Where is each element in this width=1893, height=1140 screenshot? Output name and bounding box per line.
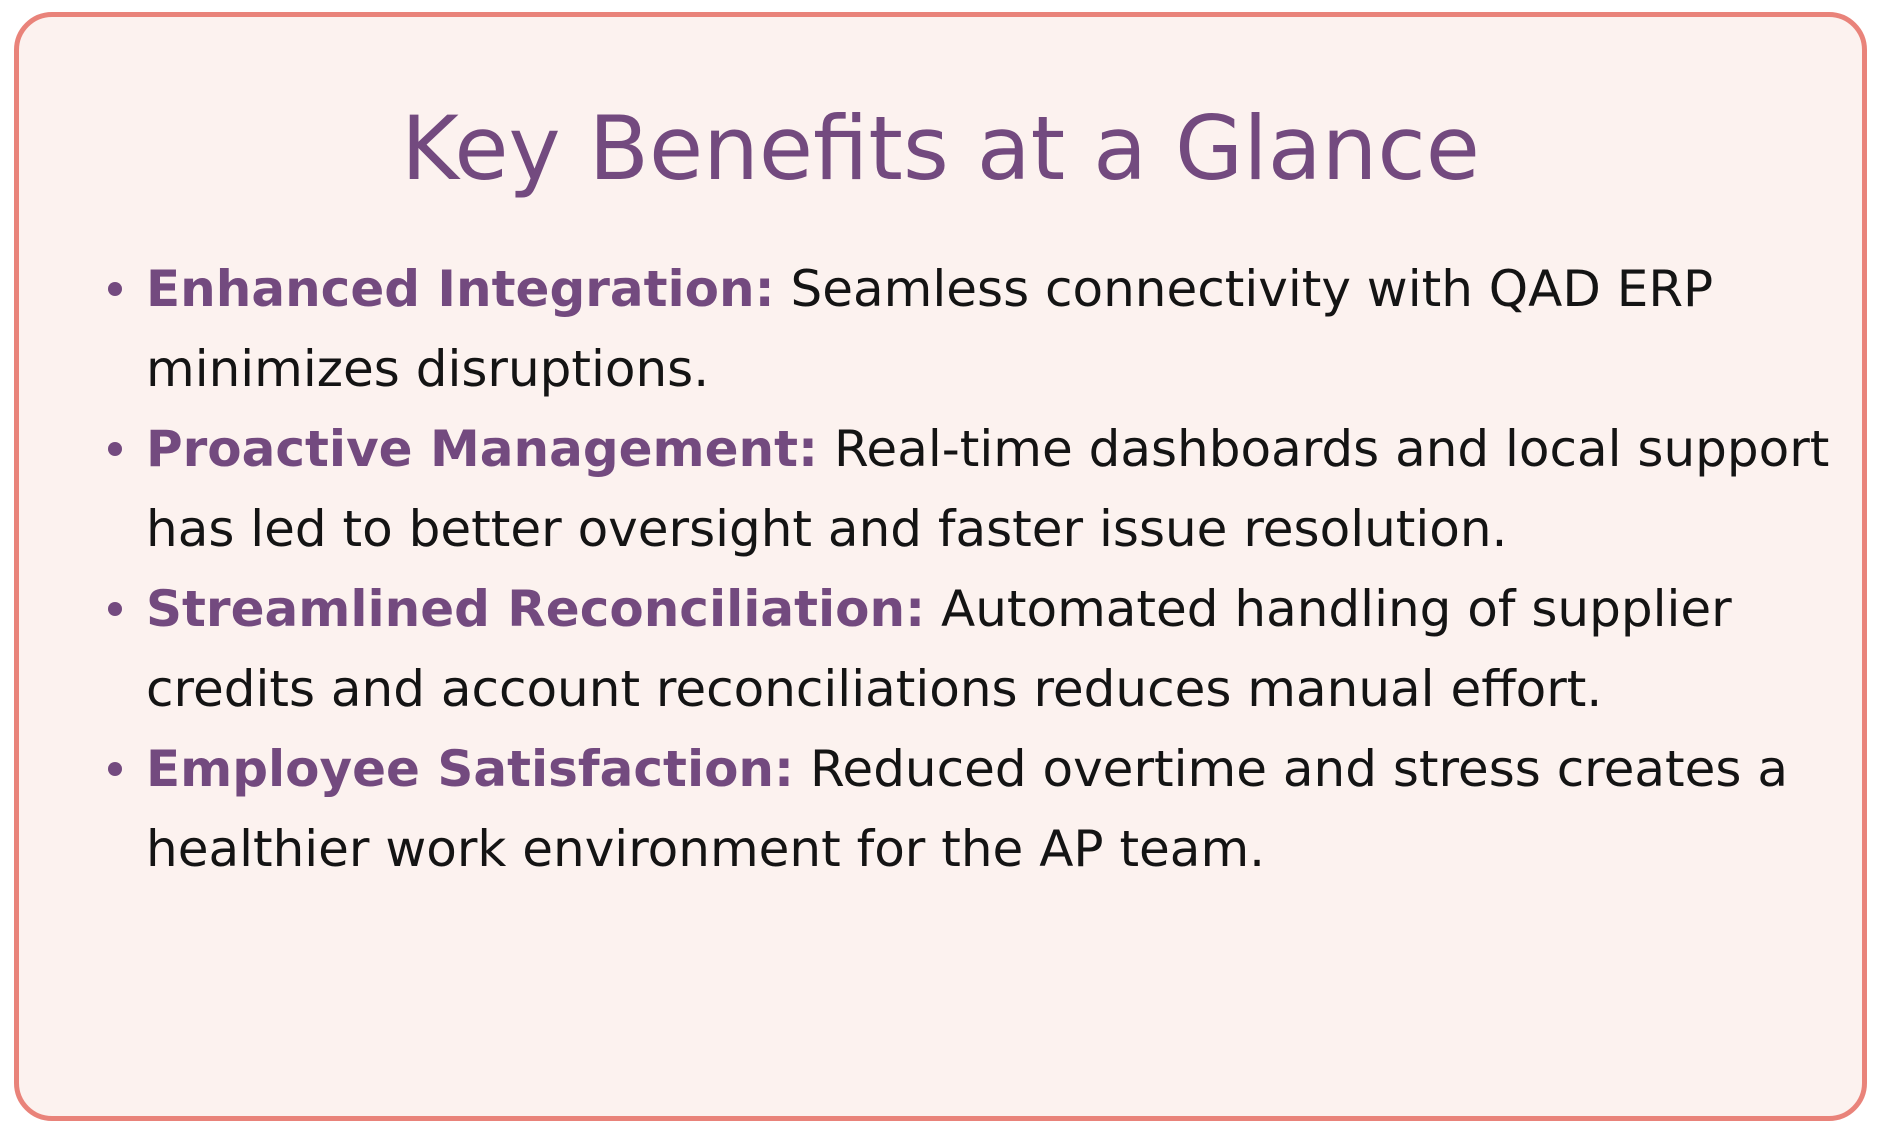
benefit-item-reconciliation [146,569,1856,729]
benefit-description: Seamless connectivity with QAD ERP minimizes disruptions. [146,260,1714,398]
benefits-list [146,249,1856,889]
benefit-term: Enhanced Integration: [146,260,775,318]
bullet-icon [108,602,122,616]
benefit-term: Employee Satisfaction: [146,740,795,798]
benefit-item-integration [146,249,1856,409]
benefit-item-satisfaction [146,729,1856,889]
bullet-icon [108,442,122,456]
bullet-icon [108,762,122,776]
benefit-term: Proactive Management: [146,420,819,478]
benefit-term: Streamlined Reconciliation: [146,580,926,638]
bullet-icon [108,282,122,296]
page-title: Key Benefits at a Glance [401,97,1480,200]
benefits-card [14,12,1867,1121]
benefit-item-management [146,409,1856,569]
benefit-description: Reduced overtime and stress creates a healthier work environment for the AP team. [146,740,1788,878]
benefit-description: Real-time dashboards and local support has led to better oversight and faster issue resolution. [146,420,1830,558]
benefit-description: Automated handling of supplier credits and account reconciliations reduces manual effort. [146,580,1732,718]
